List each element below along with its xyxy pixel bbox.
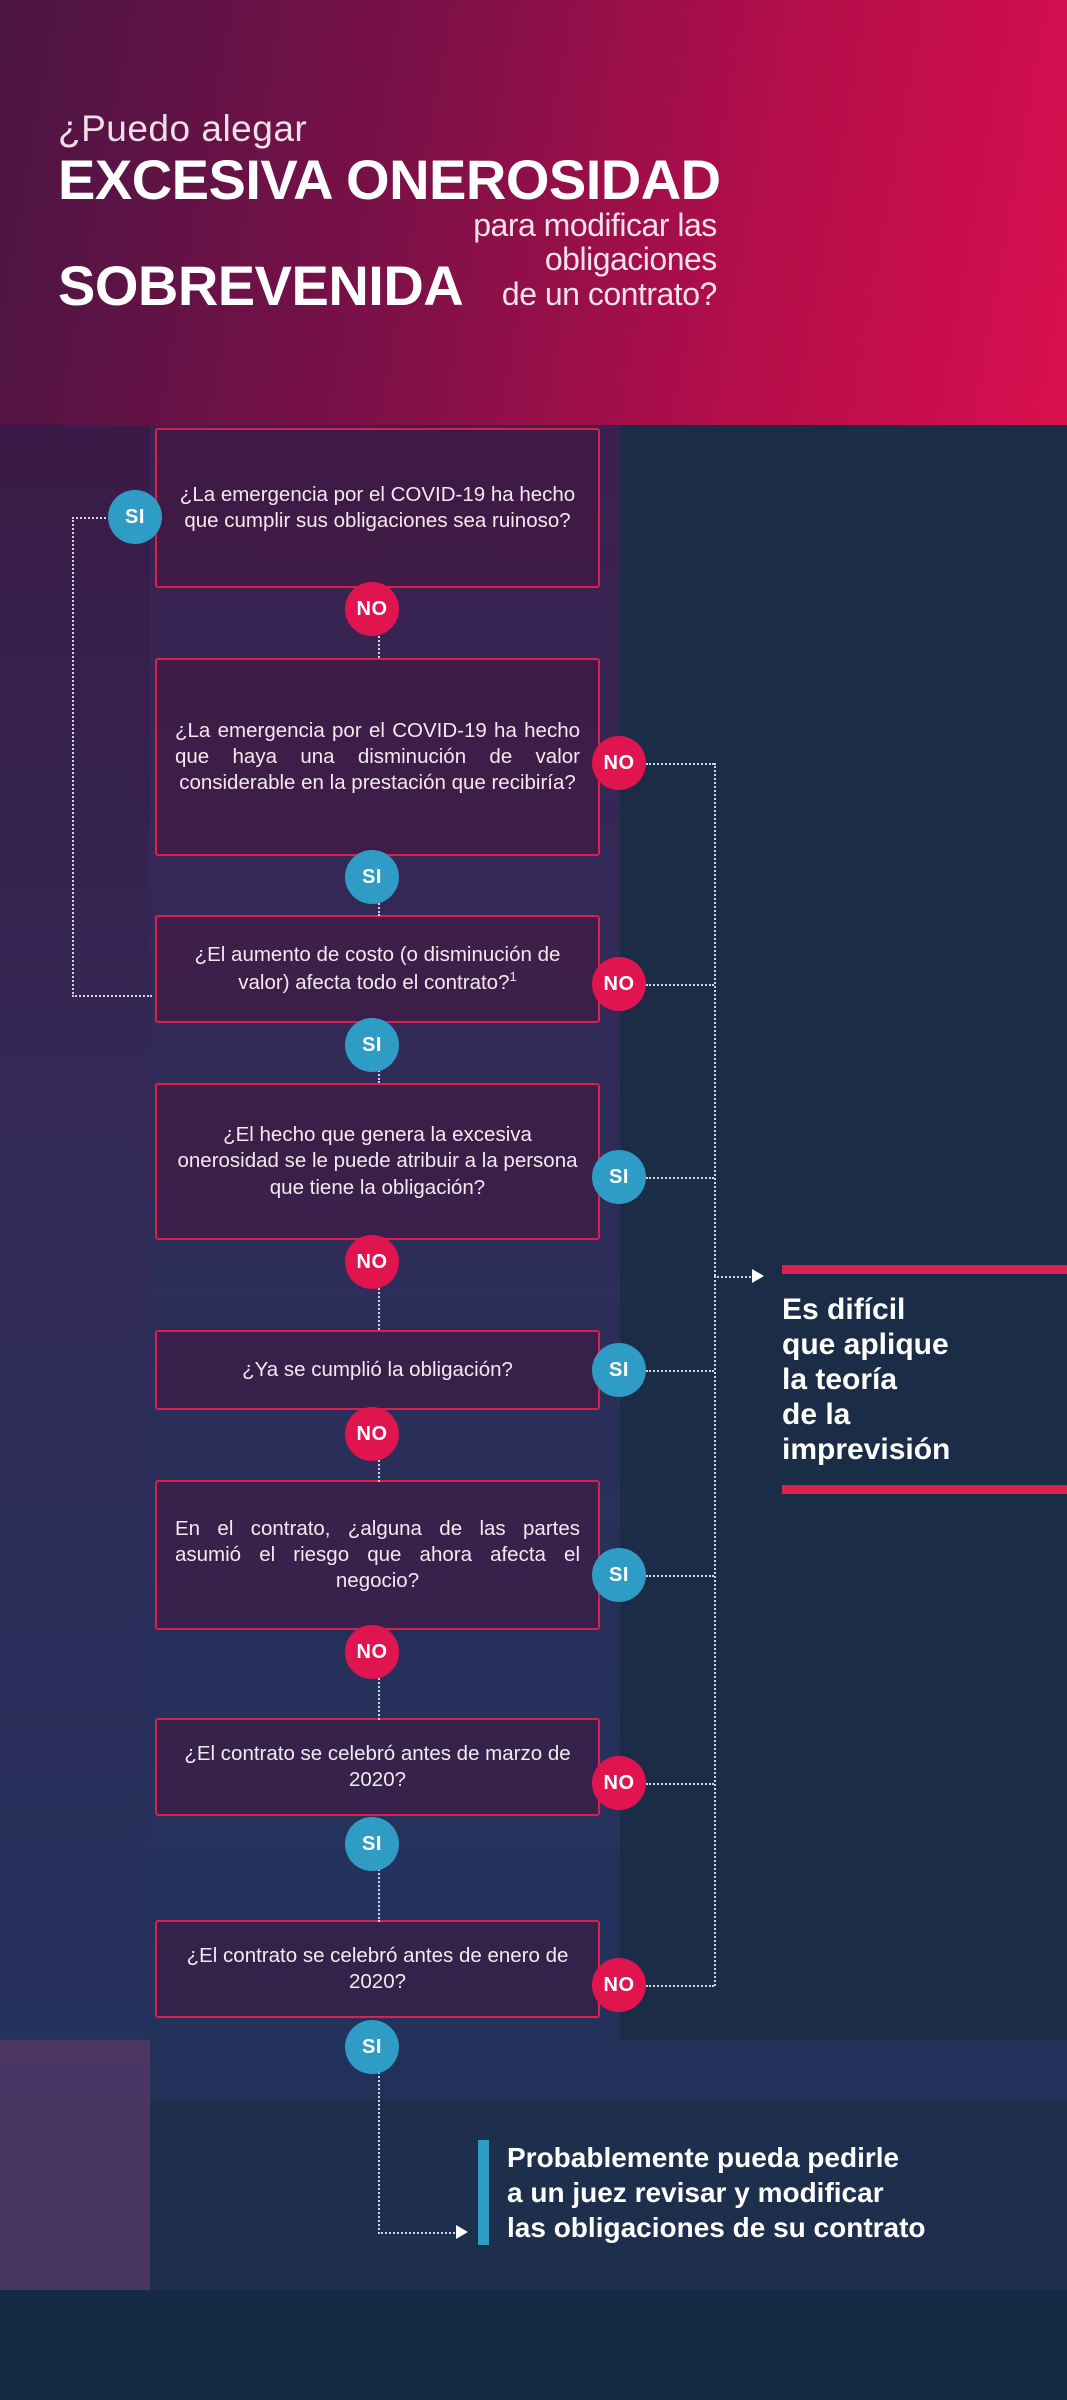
outcome-difficult-line-1: Es difícil [782, 1293, 906, 1326]
header-title-line-1: EXCESIVA ONEROSIDAD [58, 148, 721, 211]
background-left-column [0, 420, 150, 2100]
header-title-main [58, 148, 1018, 317]
badge-no-q6: NO [345, 1625, 399, 1679]
badge-no-q4: NO [345, 1235, 399, 1289]
question-text-5: ¿Ya se cumplió la obligación? [242, 1357, 513, 1381]
outcome-favorable-line-3: las obligaciones de su contrato [507, 2212, 926, 2243]
outcome-favorable-text [507, 2140, 926, 2245]
badge-no-q7: NO [592, 1756, 646, 1810]
question-text-2: ¿La emergencia por el COVID-19 ha hecho que haya una disminución de valor considerable en la prestación que recibiría? [175, 718, 580, 795]
badge-si-q6: SI [592, 1548, 646, 1602]
header-title-line-2: SOBREVENIDA [58, 253, 464, 317]
header-line-1: ¿Puedo alegar [58, 108, 308, 149]
badge-si-q1: SI [108, 490, 162, 544]
right-rail-vertical-lower [714, 1276, 716, 1986]
outcome-difficult-line-5: imprevisión [782, 1433, 951, 1467]
connector-q6-si [646, 1575, 714, 1577]
right-rail-vertical [714, 763, 716, 1276]
connector-q4-si [646, 1177, 714, 1179]
header-subtitle [463, 208, 717, 314]
footnote-marker-1: 1 [509, 968, 517, 984]
badge-si-q5: SI [592, 1343, 646, 1397]
background-bottom-strip [0, 2290, 1067, 2400]
outcome-difficult-text [782, 1274, 1067, 1485]
question-text-3: ¿El aumento de costo (o disminución de valor) afecta todo el contrato?$^1$ [194, 943, 561, 994]
badge-si-q2: SI [345, 850, 399, 904]
outcome-difficult-line-2: que aplique [782, 1328, 949, 1362]
connector-rail-to-outcome [714, 1276, 754, 1278]
question-box-2 [155, 658, 600, 856]
connector-q2-no-h [646, 763, 714, 765]
question-text-8: ¿El contrato se celebró antes de enero de 2020? [186, 1943, 569, 1993]
connector-q3-no [646, 984, 714, 986]
outcome-favorable [478, 2140, 926, 2245]
header-banner [0, 0, 1067, 425]
question-box-4 [155, 1083, 600, 1240]
background-right-panel [620, 420, 1067, 2040]
question-text-4: ¿El hecho que genera la excesiva onerosidad se le puede atribuir a la persona que tiene la obligación? [177, 1123, 578, 1199]
outcome-favorable-accent-bar [478, 2140, 489, 2245]
connector-q1-si-h [72, 517, 110, 519]
question-box-8 [155, 1920, 600, 2018]
connector-q8-no-h [646, 1985, 714, 1987]
question-box-6 [155, 1480, 600, 1630]
badge-no-q2: NO [592, 736, 646, 790]
question-box-5 [155, 1330, 600, 1410]
connector-q7-no [646, 1783, 714, 1785]
question-text-7: ¿El contrato se celebró antes de marzo de 2020? [184, 1741, 571, 1791]
arrow-to-hard-outcome [752, 1269, 764, 1283]
connector-q8-si-h [378, 2232, 458, 2234]
badge-no-q3: NO [592, 957, 646, 1011]
header-subtitle-line-1: para modificar las [473, 206, 717, 243]
header-subtitle-line-2: obligaciones [544, 241, 717, 278]
question-text-1: ¿La emergencia por el COVID-19 ha hecho que cumplir sus obligaciones sea ruinoso? [179, 482, 576, 532]
outcome-difficult-line-3: la teoría [782, 1363, 898, 1397]
outcome-favorable-line-1: Probablemente pueda pedirle [507, 2142, 900, 2173]
question-box-7 [155, 1718, 600, 1816]
outcome-difficult-bottom-bar [782, 1485, 1067, 1494]
outcome-favorable-line-2: a un juez revisar y modificar [507, 2177, 884, 2208]
connector-q1-si-h2 [72, 995, 152, 997]
outcome-difficult-top-bar [782, 1265, 1067, 1274]
badge-si-q8: SI [345, 2020, 399, 2074]
outcome-difficult-line-4: de la [782, 1398, 851, 1432]
question-box-3 [155, 915, 600, 1023]
badge-no-q1: NO [345, 582, 399, 636]
question-box-1 [155, 428, 600, 588]
badge-si-q3: SI [345, 1018, 399, 1072]
connector-q5-si [646, 1370, 714, 1372]
badge-no-q5: NO [345, 1407, 399, 1461]
badge-si-q4: SI [592, 1150, 646, 1204]
question-text-6: En el contrato, ¿alguna de las partes asumió el riesgo que ahora afecta el negocio? [175, 1516, 580, 1593]
badge-si-q7: SI [345, 1817, 399, 1871]
header-subtitle-line-3: de un contrato? [501, 275, 717, 312]
connector-q1-si-v [72, 517, 74, 997]
badge-no-q8: NO [592, 1958, 646, 2012]
outcome-difficult [782, 1265, 1067, 1494]
arrow-to-good-outcome [456, 2225, 468, 2239]
